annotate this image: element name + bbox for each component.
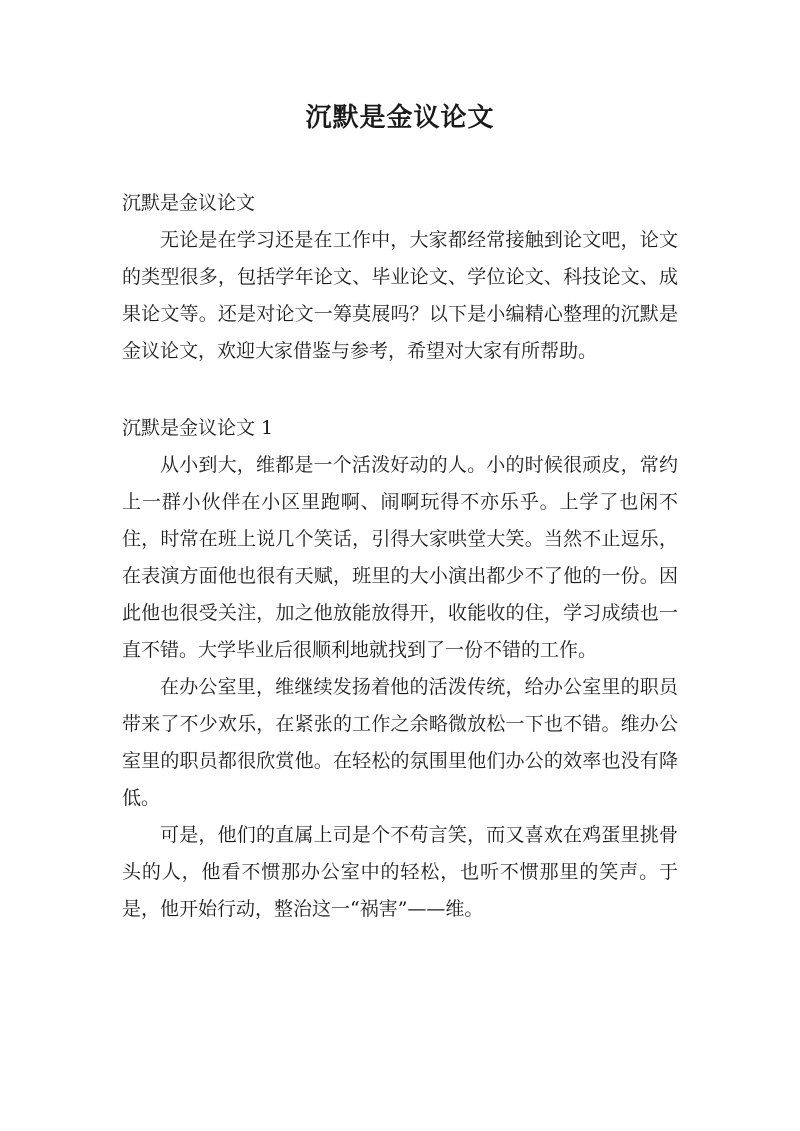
- document-subtitle: 沉默是金议论文: [122, 192, 256, 214]
- body-paragraph: 可是，他们的直属上司是个不苟言笑，而又喜欢在鸡蛋里挑骨头的人，他看不惯那办公室中的轻松，也听不惯那里的笑声。于是，他开始行动，整治这一“祸害”——维。: [122, 824, 678, 920]
- body-paragraph: 在办公室里，维继续发扬着他的活泼传统，给办公室里的职员带来了不少欢乐，在紧张的工作之余略微放松一下也不错。维办公室里的职员都很欣赏他。在轻松的氛围里他们办公的效率也没有降低。: [122, 676, 678, 809]
- section-heading: 沉默是金议论文 1: [122, 417, 274, 439]
- body-paragraph: 从小到大，维都是一个活泼好动的人。小的时候很顽皮，常约上一群小伙伴在小区里跑啊、闹啊玩得不亦乐乎。上学了也闲不住，时常在班上说几个笑话，引得大家哄堂大笑。当然不止逗乐，在表演方面他也很有天赋，班里的大小演出都少不了他的一份。因此他也很受关注，加之他放能放得开，收能收的住，学习成绩也一直不错。大学毕业后很顺利地就找到了一份不错的工作。: [122, 454, 678, 661]
- intro-paragraph: 无论是在学习还是在工作中，大家都经常接触到论文吧，论文的类型很多，包括学年论文、毕业论文、学位论文、科技论文、成果论文等。还是对论文一筹莫展吗？以下是小编精心整理的沉默是金议论文，欢迎大家借鉴与参考，希望对大家有所帮助。: [122, 229, 678, 362]
- document-title: 沉默是金议论文: [305, 103, 495, 133]
- section-spacer: [122, 370, 678, 410]
- document-body: [122, 185, 678, 928]
